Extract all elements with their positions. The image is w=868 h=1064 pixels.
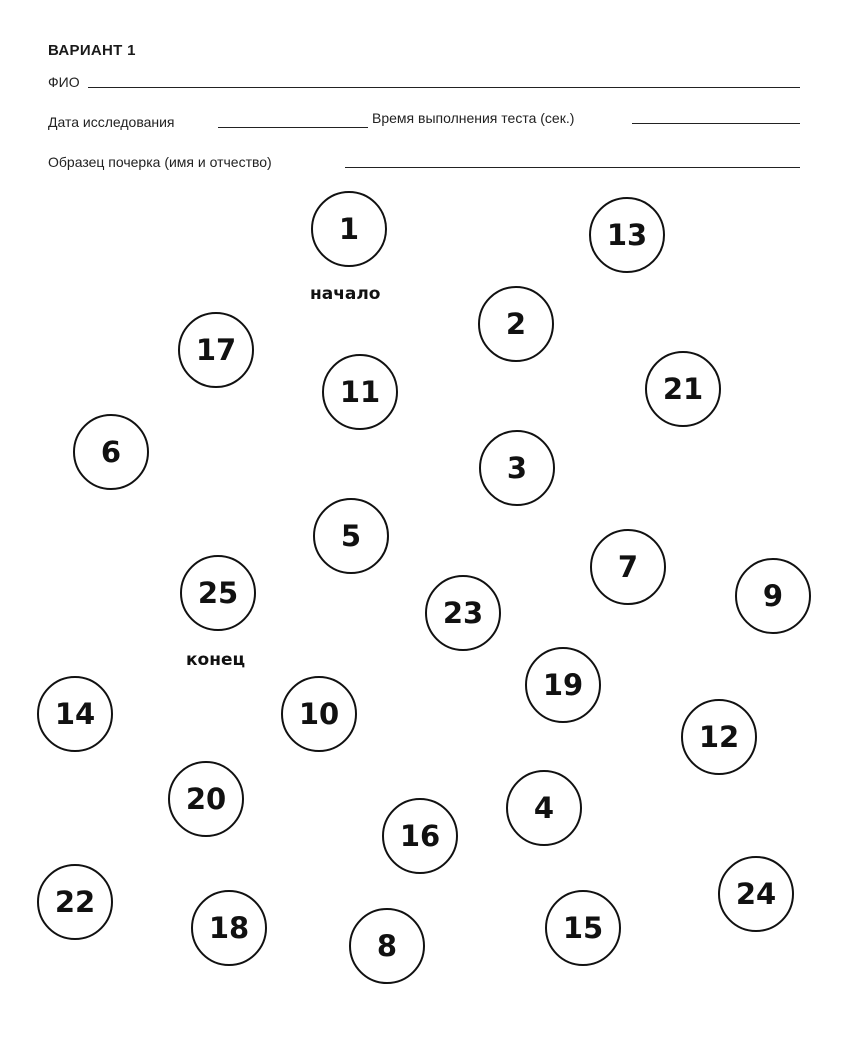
number-circle[interactable]: 10 [281, 676, 357, 752]
number-circle[interactable]: 3 [479, 430, 555, 506]
number-circle[interactable]: 18 [191, 890, 267, 966]
number-circle[interactable]: 15 [545, 890, 621, 966]
fio-field[interactable] [88, 87, 800, 88]
number-circle[interactable]: 14 [37, 676, 113, 752]
time-field[interactable] [632, 123, 800, 124]
fio-label: ФИО [48, 74, 80, 90]
number-circle[interactable]: 20 [168, 761, 244, 837]
number-circle[interactable]: 7 [590, 529, 666, 605]
number-circle[interactable]: 25 [180, 555, 256, 631]
number-circle[interactable]: 8 [349, 908, 425, 984]
start-marker: начало [310, 284, 381, 304]
number-circle[interactable]: 23 [425, 575, 501, 651]
number-circle[interactable]: 22 [37, 864, 113, 940]
number-circle[interactable]: 1 [311, 191, 387, 267]
number-circle[interactable]: 9 [735, 558, 811, 634]
number-circle[interactable]: 11 [322, 354, 398, 430]
number-circle[interactable]: 5 [313, 498, 389, 574]
handwriting-label: Образец почерка (имя и отчество) [48, 154, 272, 170]
number-circle[interactable]: 21 [645, 351, 721, 427]
date-field[interactable] [218, 127, 368, 128]
number-circle[interactable]: 2 [478, 286, 554, 362]
handwriting-field[interactable] [345, 167, 800, 168]
number-circle[interactable]: 24 [718, 856, 794, 932]
number-circle[interactable]: 19 [525, 647, 601, 723]
time-label: Время выполнения теста (сек.) [372, 110, 575, 126]
date-label: Дата исследования [48, 114, 175, 130]
number-circle[interactable]: 12 [681, 699, 757, 775]
number-circle[interactable]: 6 [73, 414, 149, 490]
number-circle[interactable]: 4 [506, 770, 582, 846]
end-marker: конец [186, 650, 246, 670]
variant-title: ВАРИАНТ 1 [48, 42, 136, 59]
number-circle[interactable]: 16 [382, 798, 458, 874]
number-circle[interactable]: 17 [178, 312, 254, 388]
number-circle[interactable]: 13 [589, 197, 665, 273]
